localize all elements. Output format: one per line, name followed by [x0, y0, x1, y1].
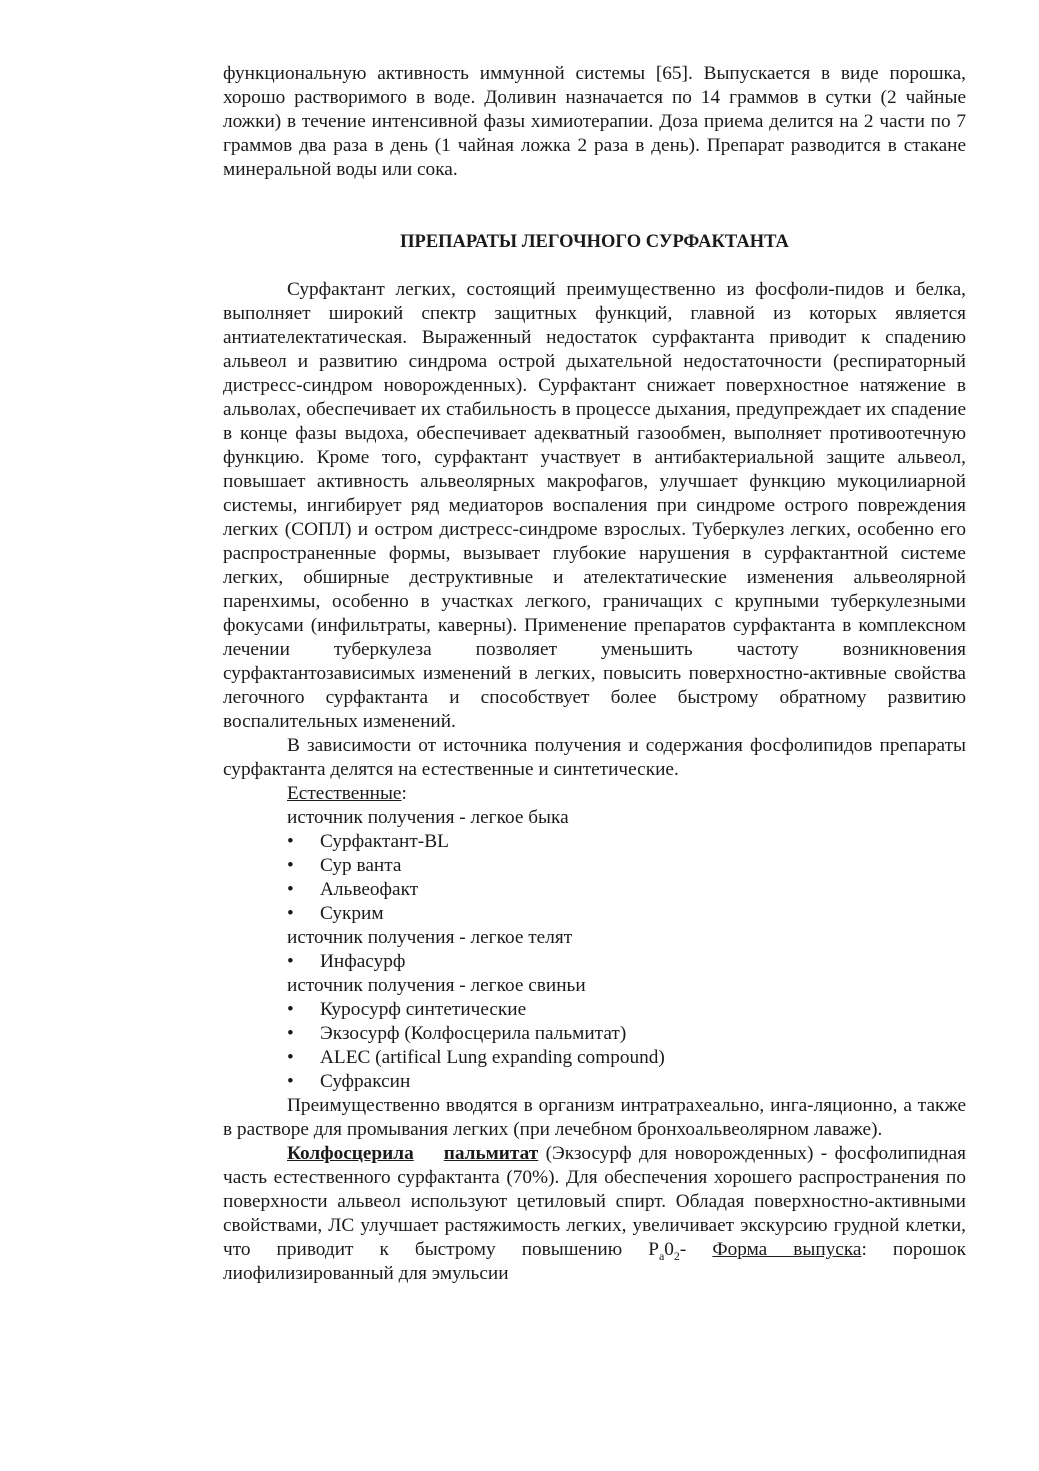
list-item-text: Суфраксин — [320, 1071, 411, 1092]
list-item — [287, 998, 966, 1022]
bullet-icon: • — [287, 1023, 294, 1044]
bullet-icon: • — [287, 951, 294, 972]
list-item-text: Инфасурф — [320, 951, 406, 972]
source-line: источник получения - легкое свиньи — [287, 975, 586, 996]
document-page — [223, 62, 966, 1286]
list-item — [287, 1046, 966, 1070]
list-item — [287, 830, 966, 854]
list-item — [287, 902, 966, 926]
list-item — [287, 854, 966, 878]
section-heading: ПРЕПАРАТЫ ЛЕГОЧНОГО СУРФАКТАНТА — [400, 232, 789, 252]
list-item-text: Сукрим — [320, 903, 384, 924]
bullet-icon: • — [287, 1071, 294, 1092]
list-item — [287, 1022, 966, 1046]
list-item — [287, 878, 966, 902]
source-line: источник получения - легкое быка — [287, 807, 569, 828]
bullet-icon: • — [287, 855, 294, 876]
list-item-text: Сурфактант-BL — [320, 831, 449, 852]
list-item — [287, 950, 966, 974]
colfosceril-paragraph — [223, 1142, 966, 1286]
natural-colon: : — [401, 783, 407, 804]
bullet-icon: • — [287, 1047, 294, 1068]
list-item-text: Сур ванта — [320, 855, 402, 876]
bullet-icon: • — [287, 879, 294, 900]
source-line: источник получения - легкое телят — [287, 927, 573, 948]
surfactant-paragraph: Сурфактант легких, состоящий преимущественно из фосфоли-пидов и белка, выполняет широкий спектр защитных функций, главной из которых является антиателектатическая. Выраженный недостаток сурфактанта приводит к спадению альвеол и развитию синдрома острой дыхательной недостаточности (респираторный дистресс-синдром новорожденных). Сурфактант снижает поверхностное натяжение в альволах, обеспечивает их стабильность в процессе дыхания, предупреждает их спадение в конце фазы выдоха, обеспечивает адекватный газообмен, выполняет противоотечную функцию. Кроме того, сурфактант участвует в антибактериальной защите альвеол, повышает активность альвеолярных макрофагов, улучшает функцию мукоцилиарной системы, ингибирует ряд медиаторов воспаления при синдроме острого повреждения легких (СОПЛ) и остром дистресс-синдроме взрослых. Туберкулез легких, особенно его распространенные формы, вызывает глубокие нарушения в сурфактантной системе легких, обширные деструктивные и ателектатические изменения альвеолярной паренхимы, особенно в участках легкого, граничащих с крупными туберкулезными фокусами (инфильтраты, каверны). Применение препаратов сурфактанта в комплексном лечении туберкулеза позволяет уменьшить частоту возникновения сурфактантозависимых изменений в легких, повысить поверхностно-активные свойства легочного сурфактанта и способствует более быстрому обратному развитию воспалительных изменений. — [223, 279, 966, 732]
bullet-icon: • — [287, 831, 294, 852]
drug-name-second: пальмитат — [443, 1143, 539, 1164]
subscript-a: a — [658, 1248, 665, 1263]
form-description: : порошок лиофилизированный для эмульсии — [223, 1239, 966, 1284]
natural-label-line — [287, 782, 966, 806]
drug-name-first: Колфосцерила — [287, 1143, 414, 1164]
list-item-text: Альвеофакт — [320, 879, 419, 900]
list-item-text: Куросурф синтетические — [320, 999, 527, 1020]
drug-description: (Экзосурф для новорожденных) - фосфолипидная часть естественного сурфактанта (70%). Для обеспечения хорошего распространения по поверхности альвеол используют цетиловый спирт. Обладая поверхностно-активными свойствами, ЛС улучшает растяжимость легких, увеличивает экскурсию грудной клетки, что приводит к быстрому повышению P — [223, 1143, 966, 1260]
oxygen-symbol: 0 — [664, 1239, 674, 1260]
drug-list — [287, 830, 966, 926]
drug-list — [287, 998, 966, 1094]
intro-paragraph: функциональную активность иммунной системы [65]. Выпускается в виде порошка, хорошо растворимого в воде. Доливин назначается по 14 граммов в сутки (2 чайные ложки) в течение интенсивной фазы химиотерапии. Доза приема делится на 2 части по 7 граммов два раза в день (1 чайная ложка 2 раза в день). Препарат разводится в стакане минеральной воды или сока. — [223, 63, 966, 180]
list-item — [287, 1070, 966, 1094]
list-item-text: ALEC (artifical Lung expanding compound) — [320, 1047, 665, 1068]
administration-paragraph: Преимущественно вводятся в организм интратрахеально, инга-ляционно, а также в растворе для промывания легких (при лечебном бронхоальвеолярном лаваже). — [223, 1095, 966, 1140]
subscript-2: 2 — [673, 1248, 680, 1263]
dash-text: - — [679, 1239, 713, 1260]
drug-list — [287, 950, 966, 974]
bullet-icon: • — [287, 999, 294, 1020]
list-item-text: Экзосурф (Колфосцерила пальмитат) — [320, 1023, 627, 1044]
classification-paragraph: В зависимости от источника получения и содержания фосфолипидов препараты сурфактанта делятся на естественные и синтетические. — [223, 735, 966, 780]
natural-label: Естественные — [287, 783, 402, 804]
form-label: Форма выпуска — [712, 1239, 862, 1260]
bullet-icon: • — [287, 903, 294, 924]
